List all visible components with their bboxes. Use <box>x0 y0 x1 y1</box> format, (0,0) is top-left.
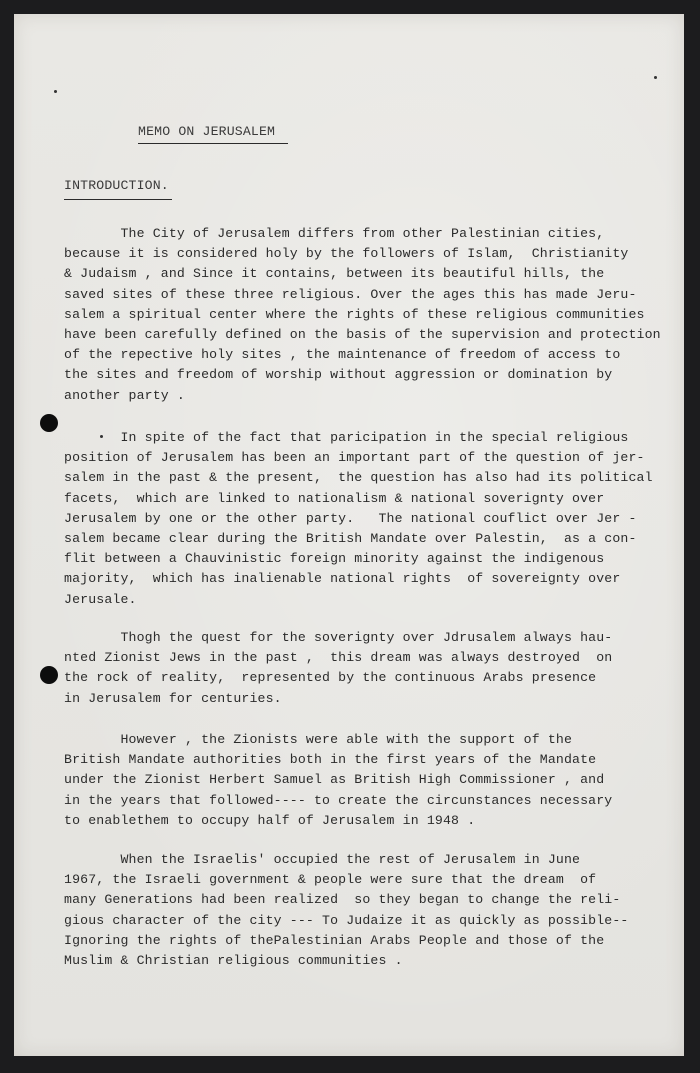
text-line: position of Jerusalem has been an important part of the question of jer- <box>64 450 645 466</box>
text-line: to enablethem to occupy half of Jerusalem in 1948 . <box>64 812 476 828</box>
text-line: in the years that followed---- to create the circunstances necessary <box>64 792 613 808</box>
punch-hole <box>40 414 58 432</box>
text-line: of the repective holy sites , the maintenance of freedom of access to <box>64 347 621 363</box>
text-line: because it is considered holy by the followers of Islam, Christianity <box>64 246 629 262</box>
paragraph-2 <box>64 428 684 610</box>
text-line: another party . <box>64 387 185 403</box>
paragraph-1 <box>64 224 684 406</box>
section-heading: INTRODUCTION. <box>64 178 172 200</box>
text-line: The City of Jerusalem differs from other Palestinian cities, <box>64 226 605 241</box>
text-line: & Judaism , and Since it contains, between its beautiful hills, the <box>64 266 605 282</box>
text-line: in Jerusalem for centuries. <box>64 690 282 706</box>
text-line: facets, which are linked to nationalism & national soverignty over <box>64 490 605 506</box>
text-line: Jerusalem by one or the other party. The national couflict over Jer - <box>64 510 637 526</box>
text-line: salem a spiritual center where the rights of these religious communities <box>64 306 645 322</box>
text-line: gious character of the city --- To Judaize it as quickly as possible-- <box>64 912 629 928</box>
text-line: salem in the past & the present, the question has also had its political <box>64 470 653 486</box>
text-line: Ignoring the rights of thePalestinian Arabs People and those of the <box>64 932 605 948</box>
paper-speck <box>54 90 57 93</box>
text-line: Thogh the quest for the soverignty over Jdrusalem always hau- <box>64 630 613 645</box>
text-line: the sites and freedom of worship without aggression or domination by <box>64 367 613 383</box>
text-line: British Mandate authorities both in the first years of the Mandate <box>64 752 597 768</box>
text-line: In spite of the fact that paricipation in the special religious <box>64 430 629 445</box>
paper-speck <box>654 76 657 79</box>
text-line: the rock of reality, represented by the continuous Arabs presence <box>64 670 597 686</box>
text-line: flit between a Chauvinistic foreign minority against the indigenous <box>64 551 605 567</box>
text-line: majority, which has inalienable national rights of sovereignty over <box>64 571 621 587</box>
text-line: When the Israelis' occupied the rest of Jerusalem in June <box>64 852 581 867</box>
paragraph-4 <box>64 730 684 831</box>
memo-title: MEMO ON JERUSALEM <box>138 124 288 144</box>
memo-page <box>14 14 684 1056</box>
text-line: many Generations had been realized so they began to change the reli- <box>64 892 621 908</box>
text-line: saved sites of these three religious. Over the ages this has made Jeru- <box>64 286 637 302</box>
text-line: Muslim & Christian religious communities . <box>64 952 403 968</box>
text-line: Jerusale. <box>64 591 137 607</box>
punch-hole <box>40 666 58 684</box>
text-line: However , the Zionists were able with the support of the <box>64 732 573 747</box>
text-line: 1967, the Israeli government & people were sure that the dream of <box>64 872 597 888</box>
paragraph-3 <box>64 628 684 709</box>
text-line: salem became clear during the British Mandate over Palestin, as a con- <box>64 530 637 546</box>
text-line: have been carefully defined on the basis of the supervision and protection <box>64 326 661 342</box>
paragraph-5 <box>64 850 684 971</box>
text-line: under the Zionist Herbert Samuel as British High Commissioner , and <box>64 772 605 788</box>
text-line: nted Zionist Jews in the past , this dream was always destroyed on <box>64 650 613 666</box>
